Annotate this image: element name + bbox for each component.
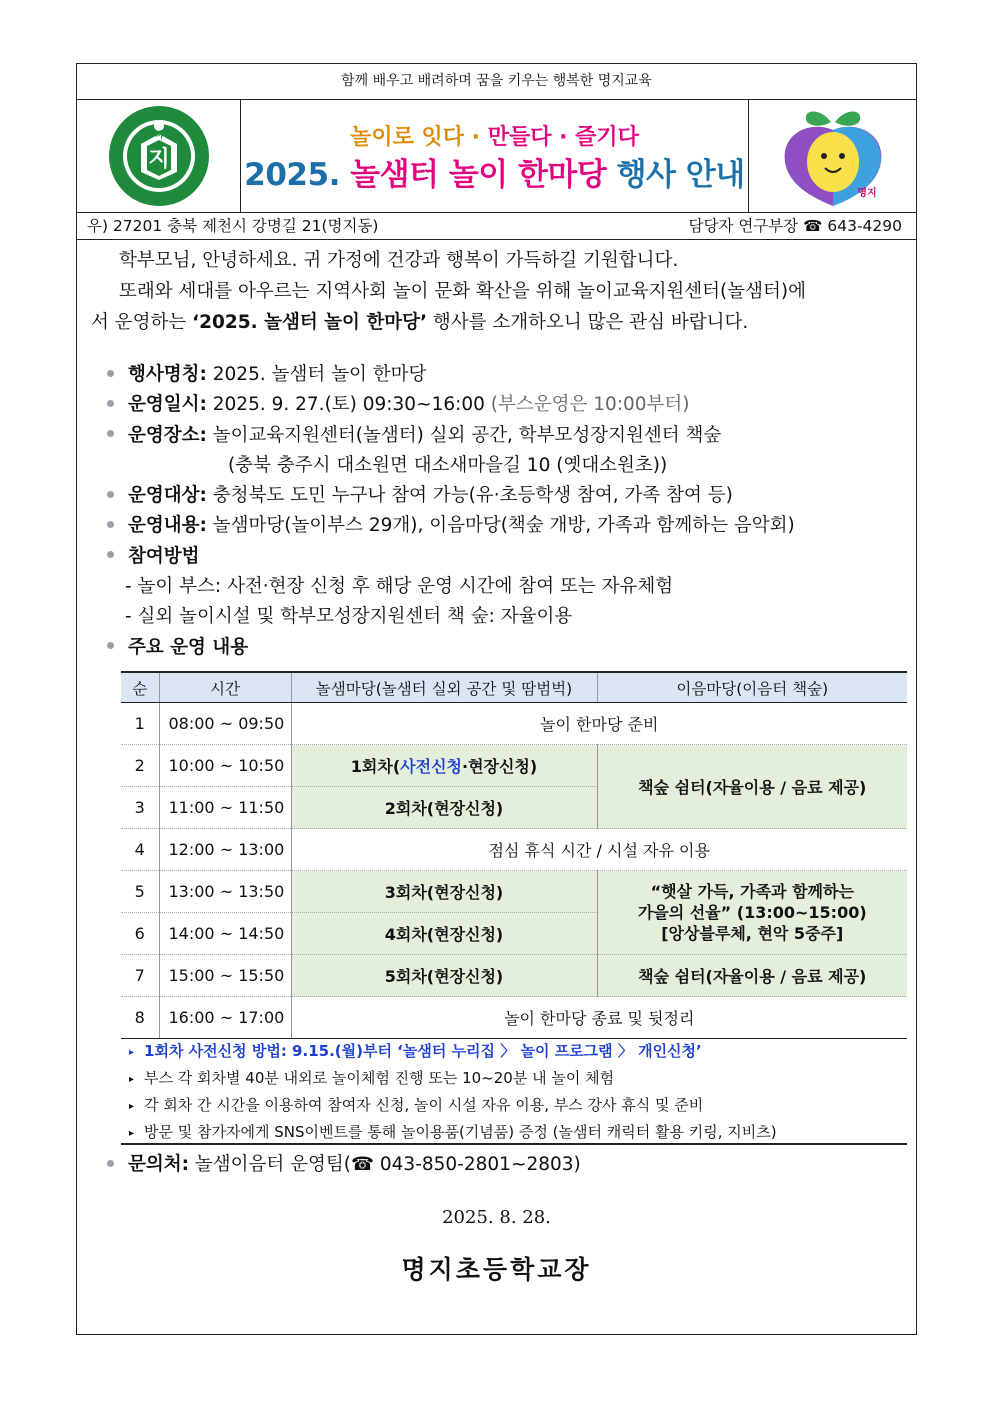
school-logo-icon xyxy=(77,100,241,212)
item-value: 놀샘마당(놀이부스 29개), 이음마당(책숲 개방, 가족과 함께하는 음악회) xyxy=(206,515,795,537)
bullet-icon xyxy=(107,400,114,407)
row-time: 13:00 ~ 13:50 xyxy=(159,871,291,913)
contact-info xyxy=(107,1150,581,1180)
document-frame xyxy=(76,63,917,1335)
item-label: 주요 운영 내용 xyxy=(128,636,249,658)
title-box xyxy=(241,100,749,212)
intro-line-3-post: 행사를 소개하오니 많은 관심 바랍니다. xyxy=(427,312,749,333)
item-label: 운영대상: xyxy=(128,485,207,507)
note-text: 방문 및 참가자에게 SNS이벤트를 통해 놀이용품(기념품) 증정 (놀샘터 캐릭터 활용 키링, 지비츠) xyxy=(144,1123,777,1141)
concert-line-3: [앙상블루체, 현악 5중주] xyxy=(661,924,844,943)
bullet-icon xyxy=(107,1160,114,1167)
bullet-icon xyxy=(107,430,114,437)
concert-line-2: 가을의 선율” (13:00~15:00) xyxy=(637,903,867,922)
row-no: 7 xyxy=(121,955,159,997)
note-item xyxy=(129,1038,899,1065)
title-year: 2025. xyxy=(244,157,340,193)
bullet-icon xyxy=(107,642,114,649)
row-time: 15:00 ~ 15:50 xyxy=(159,955,291,997)
triangle-bullet-icon: ▸ xyxy=(129,1128,135,1139)
header-no: 순 xyxy=(121,672,159,703)
mascot-box xyxy=(749,100,916,212)
document-date: 2025. 8. 28. xyxy=(442,1207,551,1228)
row-time: 14:00 ~ 14:50 xyxy=(159,913,291,955)
row-time: 11:00 ~ 11:50 xyxy=(159,787,291,829)
table-row xyxy=(121,703,907,745)
item-label: 운영장소: xyxy=(128,424,207,446)
row-nolsaem xyxy=(291,745,597,787)
header-time: 시간 xyxy=(159,672,291,703)
row-no: 5 xyxy=(121,871,159,913)
row-nolsaem: 3회차(현장신청) xyxy=(291,871,597,913)
item-label: 운영내용: xyxy=(128,515,207,537)
item-label: 운영일시: xyxy=(128,394,207,416)
item-value: 2025. 9. 27.(토) 09:30~16:00 xyxy=(206,394,491,416)
bullet-icon xyxy=(107,551,114,558)
title-event-name: 놀샘터 놀이 한마당 xyxy=(350,157,607,193)
row-time: 16:00 ~ 17:00 xyxy=(159,997,291,1039)
notes-list xyxy=(129,1038,899,1146)
header-nolsaem: 놀샘마당(놀샘터 실외 공간 및 땀범벅) xyxy=(291,672,597,703)
row-no: 1 xyxy=(121,703,159,745)
header-ieum: 이음마당(이음터 책숲) xyxy=(597,672,907,703)
row-time: 12:00 ~ 13:00 xyxy=(159,829,291,871)
schedule-table xyxy=(121,671,907,1039)
row-merged: 놀이 한마당 준비 xyxy=(291,703,907,745)
item-value: 2025. 놀샘터 놀이 한마당 xyxy=(206,364,427,385)
school-motto: 함께 배우고 배려하며 꿈을 키우는 행복한 명지교육 xyxy=(77,64,916,100)
triangle-bullet-icon: ▸ xyxy=(129,1047,135,1058)
item-label: 참여방법 xyxy=(128,545,200,567)
item-event-content xyxy=(107,511,907,541)
note-item xyxy=(129,1065,899,1092)
mascot-label: 명지 xyxy=(857,188,877,199)
header xyxy=(77,100,916,213)
row-no: 4 xyxy=(121,829,159,871)
bullet-icon xyxy=(107,491,114,498)
item-event-name xyxy=(107,360,907,390)
row-time: 10:00 ~ 10:50 xyxy=(159,745,291,787)
row-time: 08:00 ~ 09:50 xyxy=(159,703,291,745)
item-place-address: (충북 충주시 대소원면 대소새마을길 10 (옛대소원초)) xyxy=(228,454,668,476)
school-logo-box xyxy=(77,100,241,212)
subtitle-part-2: 만들다 · 즐기다 xyxy=(487,125,639,150)
row-merged: 점심 휴식 시간 / 시설 자유 이용 xyxy=(291,829,907,871)
row-no: 3 xyxy=(121,787,159,829)
note-item xyxy=(129,1119,899,1146)
triangle-bullet-icon: ▸ xyxy=(129,1101,135,1112)
item-note: (부스운영은 10:00부터) xyxy=(490,394,690,416)
session-post: ·현장신청) xyxy=(461,757,538,776)
item-event-date xyxy=(107,390,907,420)
address-row xyxy=(77,213,916,240)
row-nolsaem: 5회차(현장신청) xyxy=(291,955,597,997)
logo-top-char: 머 xyxy=(154,131,164,141)
concert-line-1: “햇살 가득, 가족과 함께하는 xyxy=(650,882,854,901)
school-address: 우) 27201 충북 제천시 강명길 21(명지동) xyxy=(87,217,379,235)
item-main-content xyxy=(107,633,907,663)
row-merged: 놀이 한마당 종료 및 뒷정리 xyxy=(291,997,907,1039)
session-pre-registration: 사전신청 xyxy=(400,757,462,776)
intro-line-2: 또래와 세대를 아우르는 지역사회 놀이 문화 확산을 위해 놀이교육지원센터(놀샘터)에 xyxy=(119,281,806,302)
table-row xyxy=(121,829,907,871)
table-row xyxy=(121,745,907,787)
item-event-place xyxy=(107,421,907,451)
notes-divider xyxy=(121,1143,907,1145)
event-title xyxy=(241,149,748,194)
mascot-icon xyxy=(749,100,916,212)
event-details xyxy=(107,360,907,663)
intro-line-3 xyxy=(91,307,903,338)
row-no: 6 xyxy=(121,913,159,955)
intro-line-1: 학부모님, 안녕하세요. 귀 가정에 건강과 행복이 가득하길 기원합니다. xyxy=(119,250,679,271)
item-method-1: - 놀이 부스: 사전·현장 신청 후 해당 운영 시간에 참여 또는 자유체험 xyxy=(125,576,674,598)
bullet-icon xyxy=(107,370,114,377)
item-value: 놀이교육지원센터(놀샘터) 실외 공간, 학부모성장지원센터 책숲 xyxy=(206,424,722,446)
row-ieum-concert xyxy=(597,871,907,955)
logo-center-char: 지 xyxy=(148,147,170,172)
note-text: 1회차 사전신청 방법: 9.15.(월)부터 ‘놀샘터 누리집 〉 놀이 프로그램 〉 개인신청’ xyxy=(144,1042,702,1060)
row-no: 2 xyxy=(121,745,159,787)
session-pre: 1회차( xyxy=(350,757,401,776)
row-ieum: 책숲 쉼터(자율이용 / 음료 제공) xyxy=(597,745,907,829)
item-method-2: - 실외 놀이시설 및 학부모성장지원센터 책 숲: 자율이용 xyxy=(125,606,573,628)
contact-label: 문의처: xyxy=(128,1154,190,1175)
row-nolsaem: 2회차(현장신청) xyxy=(291,787,597,829)
row-ieum: 책숲 쉼터(자율이용 / 음료 제공) xyxy=(597,955,907,997)
intro-event-name: ‘2025. 놀샘터 놀이 한마당’ xyxy=(192,312,427,333)
item-method xyxy=(107,542,907,572)
table-row xyxy=(121,955,907,997)
intro-line-3-pre: 서 운영하는 xyxy=(91,312,193,333)
table-row xyxy=(121,997,907,1039)
principal-signature: 명지초등학교장 xyxy=(401,1255,592,1284)
item-value: 충청북도 도민 누구나 참여 가능(유·초등학생 참여, 가족 참여 등) xyxy=(206,485,733,507)
bullet-icon xyxy=(107,521,114,528)
row-nolsaem: 4회차(현장신청) xyxy=(291,913,597,955)
note-text: 부스 각 회차별 40분 내외로 놀이체험 진행 또는 10~20분 내 놀이 체험 xyxy=(144,1069,615,1087)
table-header-row xyxy=(121,672,907,703)
item-event-target xyxy=(107,481,907,511)
contact-value: 놀샘이음터 운영팀(☎ 043-850-2801~2803) xyxy=(189,1154,581,1175)
row-no: 8 xyxy=(121,997,159,1039)
contact-person: 담당자 연구부장 ☎ 643-4290 xyxy=(688,217,902,235)
triangle-bullet-icon: ▸ xyxy=(129,1074,135,1085)
note-item xyxy=(129,1092,899,1119)
subtitle-part-1: 놀이로 잇다 · xyxy=(350,125,488,150)
title-rest: 행사 안내 xyxy=(616,157,745,193)
item-label: 행사명칭: xyxy=(128,364,207,385)
event-subtitle xyxy=(241,120,748,151)
note-text: 각 회차 간 시간을 이용하여 참여자 신청, 놀이 시설 자유 이용, 부스 강사 휴식 및 준비 xyxy=(144,1096,704,1114)
table-row xyxy=(121,871,907,913)
